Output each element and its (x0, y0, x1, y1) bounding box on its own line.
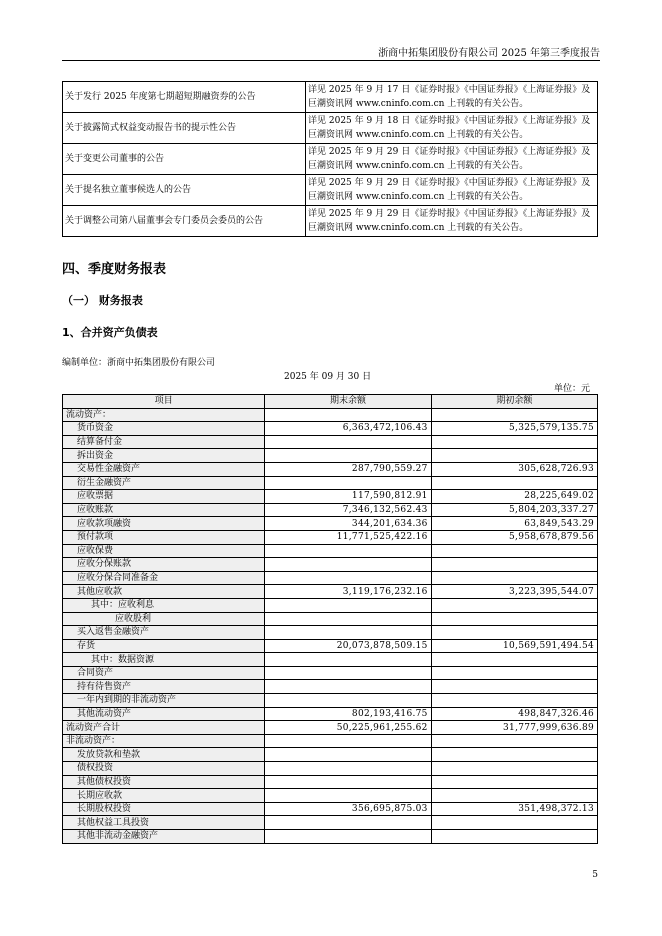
row-end-balance (265, 571, 431, 585)
announcement-detail: 详见 2025 年 9 月 17 日《证券时报》《中国证券报》《上海证券报》及巨潮资讯网 www.cninfo.com.cn 上刊载的有关公告。 (306, 82, 598, 113)
table-row (63, 462, 598, 476)
announcement-detail: 详见 2025 年 9 月 29 日《证券时报》《中国证券报》《上海证券报》及巨潮资讯网 www.cninfo.com.cn 上刊载的有关公告。 (306, 144, 598, 175)
table-row (63, 598, 598, 612)
table-row (63, 558, 598, 572)
row-begin-balance (431, 626, 597, 640)
table-row (63, 734, 598, 748)
table-row (63, 422, 598, 436)
row-item-label: 债权投资 (63, 762, 265, 776)
row-begin-balance (431, 734, 597, 748)
announcement-detail: 详见 2025 年 9 月 18 日《证券时报》《中国证券报》《上海证券报》及巨潮资讯网 www.cninfo.com.cn 上刊载的有关公告。 (306, 113, 598, 144)
row-end-balance: 802,193,416.75 (265, 707, 431, 721)
row-item-label: 一年内到期的非流动资产 (63, 694, 265, 708)
row-begin-balance (431, 476, 597, 490)
announcement-title: 关于披露简式权益变动报告书的提示性公告 (63, 113, 306, 144)
row-begin-balance: 5,325,579,135.75 (431, 422, 597, 436)
table-row (63, 748, 598, 762)
row-item-label: 其他非流动金融资产 (63, 830, 265, 844)
row-begin-balance (431, 694, 597, 708)
row-item-label: 其他债权投资 (63, 775, 265, 789)
row-end-balance (265, 666, 431, 680)
table-row (63, 626, 598, 640)
row-end-balance (265, 612, 431, 626)
row-item-label: 发放贷款和垫款 (63, 748, 265, 762)
row-item-label: 其他权益工具投资 (63, 816, 265, 830)
announcement-row (63, 144, 598, 175)
table-row (63, 408, 598, 422)
row-end-balance (265, 680, 431, 694)
table-row (63, 449, 598, 463)
header-divider (62, 60, 600, 61)
row-begin-balance (431, 653, 597, 667)
row-begin-balance: 28,225,649.02 (431, 490, 597, 504)
row-begin-balance (431, 408, 597, 422)
row-item-label: 应收分保合同准备金 (63, 571, 265, 585)
row-begin-balance: 31,777,999,636.89 (431, 721, 597, 735)
row-begin-balance (431, 789, 597, 803)
row-begin-balance (431, 775, 597, 789)
row-end-balance (265, 476, 431, 490)
announcement-detail: 详见 2025 年 9 月 29 日《证券时报》《中国证券报》《上海证券报》及巨潮资讯网 www.cninfo.com.cn 上刊载的有关公告。 (306, 175, 598, 206)
announcement-row (63, 113, 598, 144)
row-item-label: 应收分保账款 (63, 558, 265, 572)
column-header-end-balance: 期末余额 (265, 395, 431, 409)
table-row (63, 789, 598, 803)
row-item-label: 交易性金融资产 (63, 462, 265, 476)
table-row (63, 490, 598, 504)
table-row (63, 530, 598, 544)
statement-date: 2025 年 09 月 30 日 (284, 372, 372, 382)
row-item-label: 长期股权投资 (63, 802, 265, 816)
row-end-balance: 7,346,132,562.43 (265, 503, 431, 517)
row-end-balance (265, 435, 431, 449)
row-end-balance (265, 408, 431, 422)
report-header-title: 浙商中拓集团股份有限公司 2025 年第三季度报告 (378, 48, 600, 59)
row-begin-balance (431, 666, 597, 680)
column-header-begin-balance: 期初余额 (431, 395, 597, 409)
row-item-label: 存货 (63, 639, 265, 653)
row-begin-balance (431, 748, 597, 762)
row-end-balance: 287,790,559.27 (265, 462, 431, 476)
row-begin-balance (431, 762, 597, 776)
row-end-balance (265, 558, 431, 572)
statement-title: 1、合并资产负债表 (62, 326, 158, 339)
table-header-row (63, 395, 598, 409)
row-end-balance: 50,225,961,255.62 (265, 721, 431, 735)
row-end-balance: 11,771,525,422.16 (265, 530, 431, 544)
row-begin-balance: 3,223,395,544.07 (431, 585, 597, 599)
row-item-label: 应收保费 (63, 544, 265, 558)
table-row (63, 503, 598, 517)
row-begin-balance (431, 558, 597, 572)
row-begin-balance: 498,847,326.46 (431, 707, 597, 721)
row-begin-balance (431, 612, 597, 626)
row-end-balance (265, 653, 431, 667)
page-number: 5 (592, 870, 598, 880)
announcement-title: 关于提名独立董事候选人的公告 (63, 175, 306, 206)
announcement-row (63, 206, 598, 237)
row-end-balance: 6,363,472,106.43 (265, 422, 431, 436)
row-begin-balance (431, 680, 597, 694)
row-item-label: 拆出资金 (63, 449, 265, 463)
row-begin-balance (431, 598, 597, 612)
row-item-label: 持有待售资产 (63, 680, 265, 694)
row-item-label: 流动资产： (63, 408, 265, 422)
row-item-label: 应收股利 (63, 612, 265, 626)
row-item-label: 货币资金 (63, 422, 265, 436)
row-begin-balance (431, 571, 597, 585)
row-item-label: 衍生金融资产 (63, 476, 265, 490)
row-end-balance (265, 734, 431, 748)
row-item-label: 其他应收款 (63, 585, 265, 599)
row-end-balance (265, 626, 431, 640)
row-end-balance (265, 830, 431, 844)
row-item-label: 应收账款 (63, 503, 265, 517)
currency-unit: 单位：元 (553, 384, 590, 394)
row-end-balance (265, 449, 431, 463)
table-row (63, 666, 598, 680)
section-heading: 四、季度财务报表 (62, 262, 167, 277)
subsection-heading: （一） 财务报表 (62, 294, 143, 307)
row-item-label: 合同资产 (63, 666, 265, 680)
row-end-balance (265, 762, 431, 776)
row-begin-balance (431, 435, 597, 449)
table-row (63, 775, 598, 789)
table-row (63, 612, 598, 626)
row-begin-balance: 5,958,678,879.56 (431, 530, 597, 544)
row-item-label: 其他流动资产 (63, 707, 265, 721)
row-end-balance: 356,695,875.03 (265, 802, 431, 816)
balance-sheet-table (62, 394, 598, 844)
row-begin-balance: 351,498,372.13 (431, 802, 597, 816)
table-row (63, 571, 598, 585)
table-row (63, 476, 598, 490)
table-row (63, 830, 598, 844)
table-row (63, 544, 598, 558)
row-begin-balance (431, 816, 597, 830)
row-begin-balance: 10,569,591,494.54 (431, 639, 597, 653)
row-end-balance (265, 748, 431, 762)
announcement-row (63, 82, 598, 113)
announcement-title: 关于变更公司董事的公告 (63, 144, 306, 175)
row-begin-balance (431, 449, 597, 463)
row-item-label: 长期应收款 (63, 789, 265, 803)
row-item-label: 非流动资产： (63, 734, 265, 748)
announcement-title: 关于发行 2025 年度第七期超短期融资券的公告 (63, 82, 306, 113)
table-row (63, 639, 598, 653)
row-begin-balance: 63,849,543.29 (431, 517, 597, 531)
row-end-balance: 344,201,634.36 (265, 517, 431, 531)
row-item-label: 结算备付金 (63, 435, 265, 449)
row-item-label: 其中：数据资源 (63, 653, 265, 667)
table-row (63, 816, 598, 830)
row-item-label: 买入返售金融资产 (63, 626, 265, 640)
row-end-balance: 20,073,878,509.15 (265, 639, 431, 653)
row-item-label: 其中：应收利息 (63, 598, 265, 612)
announcement-row (63, 175, 598, 206)
row-item-label: 应收款项融资 (63, 517, 265, 531)
row-end-balance (265, 544, 431, 558)
table-row (63, 653, 598, 667)
row-begin-balance (431, 544, 597, 558)
announcement-table (62, 81, 598, 237)
row-begin-balance: 305,628,726.93 (431, 462, 597, 476)
row-end-balance (265, 816, 431, 830)
column-header-item: 项目 (63, 395, 265, 409)
table-row (63, 680, 598, 694)
table-row (63, 721, 598, 735)
row-end-balance: 117,590,812.91 (265, 490, 431, 504)
table-row (63, 585, 598, 599)
preparer-line: 编制单位：浙商中拓集团股份有限公司 (62, 358, 216, 368)
row-item-label: 预付款项 (63, 530, 265, 544)
table-row (63, 802, 598, 816)
row-end-balance (265, 775, 431, 789)
table-row (63, 762, 598, 776)
row-end-balance (265, 694, 431, 708)
row-item-label: 应收票据 (63, 490, 265, 504)
table-row (63, 517, 598, 531)
announcement-title: 关于调整公司第八届董事会专门委员会委员的公告 (63, 206, 306, 237)
table-row (63, 707, 598, 721)
row-begin-balance: 5,804,203,337.27 (431, 503, 597, 517)
announcement-detail: 详见 2025 年 9 月 29 日《证券时报》《中国证券报》《上海证券报》及巨潮资讯网 www.cninfo.com.cn 上刊载的有关公告。 (306, 206, 598, 237)
row-item-label: 流动资产合计 (63, 721, 265, 735)
table-row (63, 694, 598, 708)
table-row (63, 435, 598, 449)
row-end-balance (265, 598, 431, 612)
row-end-balance (265, 789, 431, 803)
row-end-balance: 3,119,176,232.16 (265, 585, 431, 599)
row-begin-balance (431, 830, 597, 844)
